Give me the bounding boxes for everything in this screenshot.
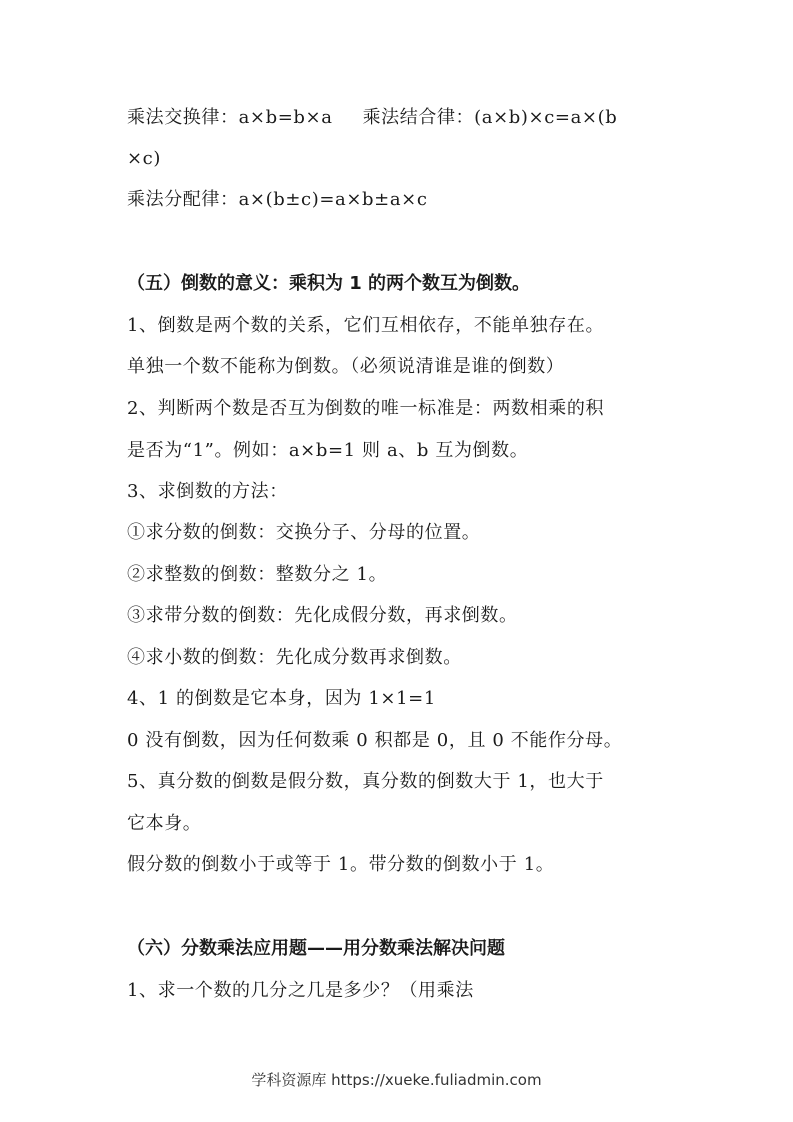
- paragraph-line: 假分数的倒数小于或等于 1。带分数的倒数小于 1。: [127, 854, 555, 875]
- commutative-law: 乘法交换律：a×b=b×a: [127, 107, 333, 128]
- paragraph-line: 是否为“1”。例如：a×b=1 则 a、b 互为倒数。: [127, 440, 529, 461]
- list-item: ②求整数的倒数：整数分之 1。: [127, 564, 388, 585]
- associative-law: 乘法结合律：(a×b)×c=a×(b: [362, 107, 618, 128]
- paragraph-line: 3、求倒数的方法：: [127, 481, 288, 502]
- paragraph-line: 单独一个数不能称为倒数。（必须说清谁是谁的倒数）: [127, 356, 565, 377]
- paragraph-line: 1、倒数是两个数的关系，它们互相依存，不能单独存在。: [127, 315, 605, 336]
- section-heading-6: （六）分数乘法应用题——用分数乘法解决问题: [127, 938, 505, 959]
- footer-source: 学科资源库 https://xueke.fuliadmin.com: [251, 1071, 542, 1089]
- paragraph-line: 5、真分数的倒数是假分数，真分数的倒数大于 1，也大于: [127, 771, 604, 792]
- paragraph-line: 4、1 的倒数是它本身，因为 1×1=1: [127, 688, 436, 709]
- paragraph-line: 0 没有倒数，因为任何数乘 0 积都是 0，且 0 不能作分母。: [127, 730, 623, 751]
- list-item: ④求小数的倒数：先化成分数再求倒数。: [127, 647, 462, 668]
- law-line-1: [127, 106, 617, 130]
- paragraph-line: 1、求一个数的几分之几是多少？（用乘法: [127, 980, 474, 1001]
- paragraph-line: 2、判断两个数是否互为倒数的唯一标准是：两数相乘的积: [127, 398, 605, 419]
- list-item: ①求分数的倒数：交换分子、分母的位置。: [127, 522, 481, 543]
- distributive-law: 乘法分配律：a×(b±c)=a×b±a×c: [127, 189, 428, 210]
- list-item: ③求带分数的倒数：先化成假分数，再求倒数。: [127, 605, 518, 626]
- section-heading-5: （五）倒数的意义：乘积为 1 的两个数互为倒数。: [127, 273, 531, 294]
- paragraph-line: 它本身。: [127, 813, 202, 834]
- law-line-2: ×c): [127, 148, 161, 169]
